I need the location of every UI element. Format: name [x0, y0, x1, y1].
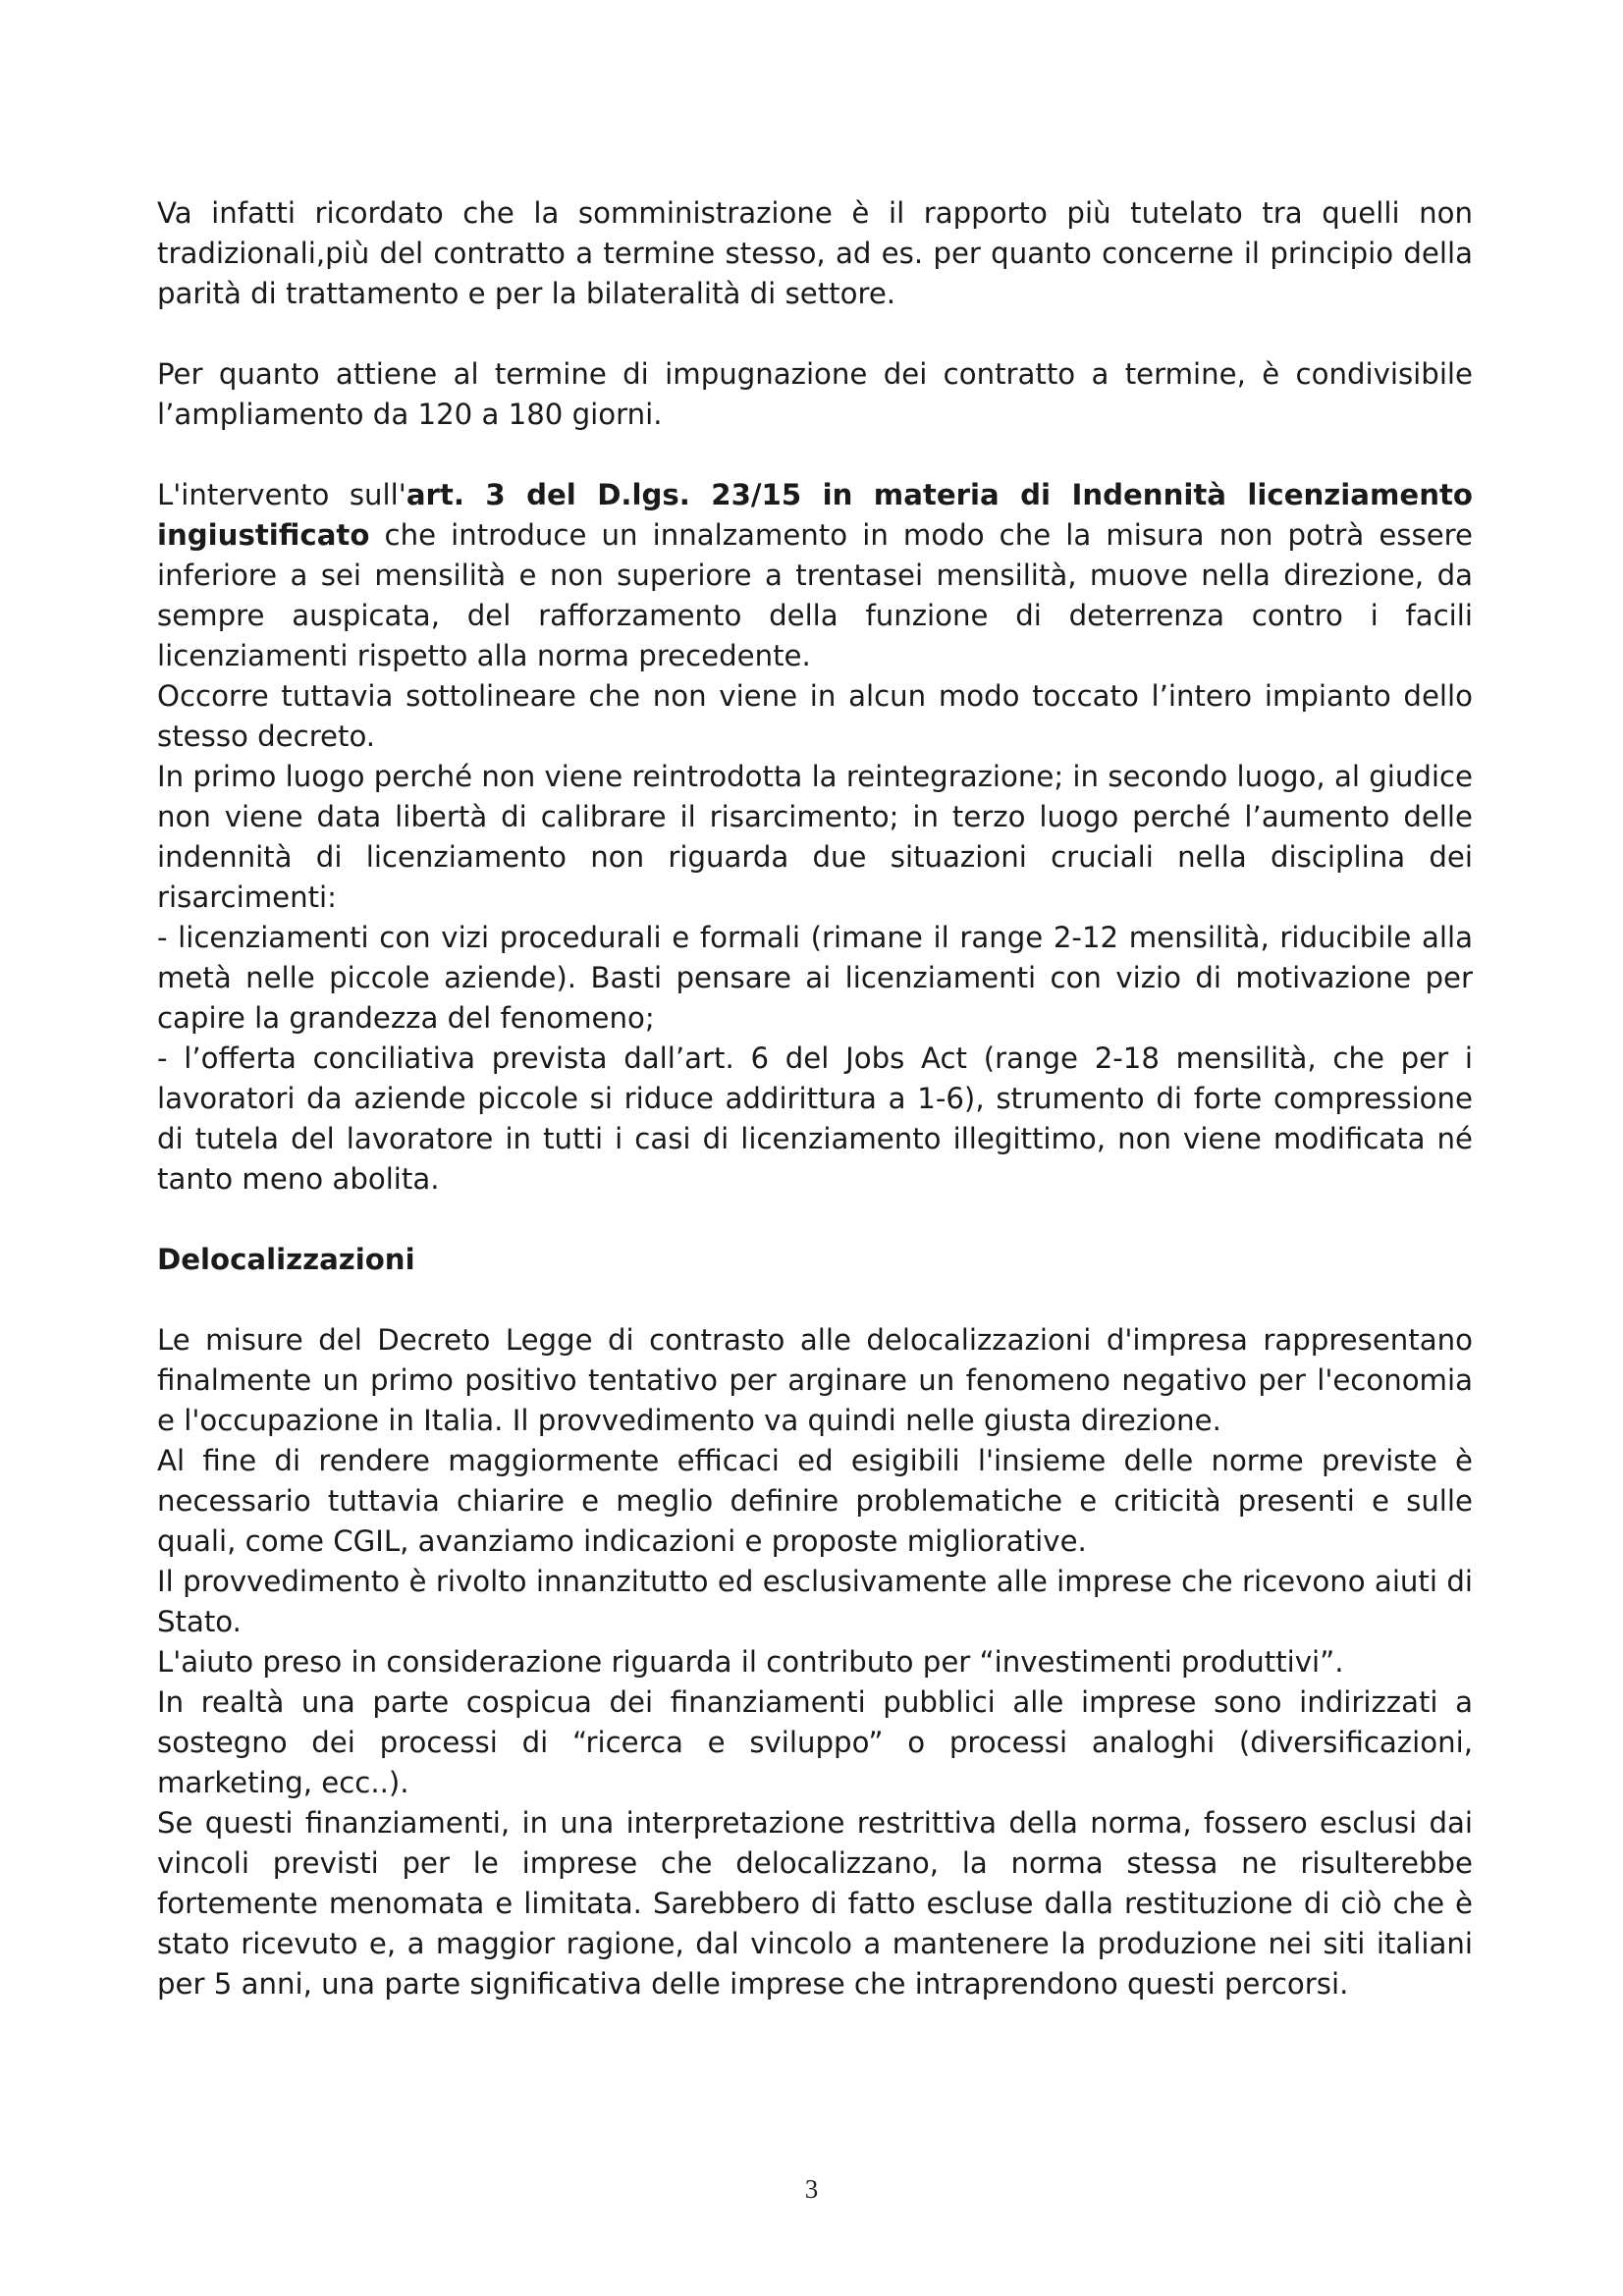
paragraph-ricerca-sviluppo: In realtà una parte cospicua dei finanziamenti pubblici alle imprese sono indirizzati a sostegno dei processi di “ricerca e sviluppo” o processi analoghi (diversificazioni, marketing, ecc..). [157, 1685, 1473, 1799]
paragraph-somministrazione: Va infatti ricordato che la somministrazione è il rapporto più tutelato tra quelli non tradizionali,più del contratto a termine stesso, ad es. per quanto concerne il principio della parità di trattamento e per la bilateralità di settore. [157, 196, 1473, 310]
page-number: 3 [804, 2174, 819, 2204]
paragraph-impianto-decreto: Occorre tuttavia sottolineare che non viene in alcun modo toccato l’intero impianto dello stesso decreto. [157, 679, 1473, 753]
list-item-vizi-procedurali: - licenziamenti con vizi procedurali e formali (rimane il range 2-12 mensilità, riducibile alla metà nelle piccole aziende). Basti pensare ai licenziamenti con vizio di motivazione per capire la grandezza del fenomeno; [157, 921, 1473, 1035]
paragraph-indennita-bold: art. 3 del D.lgs. 23/15 in materia di Indennità licenziamento ingiustificato [157, 478, 1473, 552]
paragraph-termine-impugnazione: Per quanto attiene al termine di impugnazione dei contratto a termine, è condivisibile l’ampliamento da 120 a 180 giorni. [157, 357, 1473, 431]
spacer [157, 1200, 1473, 1240]
spacer [157, 1280, 1473, 1320]
spacer [157, 314, 1473, 354]
section-heading-delocalizzazioni: Delocalizzazioni [157, 1243, 415, 1276]
document-page [157, 193, 1473, 2004]
paragraph-primo-luogo: In primo luogo perché non viene reintrodotta la reintegrazione; in secondo luogo, al giudice non viene data libertà di calibrare il risarcimento; in terzo luogo perché l’aumento delle indennità di licenziamento non riguarda due situazioni cruciali nella disciplina dei risarcimenti: [157, 760, 1474, 914]
paragraph-indennita-rest: che introduce un innalzamento in modo che la misura non potrà essere inferiore a sei mensilità e non superiore a trentasei mensilità, muove nella direzione, da sempre auspicata, del rafforzamento della funzione di deterrenza contro i facili licenziamenti rispetto alla norma precedente. [157, 518, 1473, 672]
paragraph-investimenti-produttivi: L'aiuto preso in considerazione riguarda il contributo per “investimenti produttivi”. [157, 1645, 1344, 1679]
paragraph-aiuti-stato: Il provvedimento è rivolto innanzitutto ed esclusivamente alle imprese che ricevono aiuti di Stato. [157, 1565, 1473, 1638]
paragraph-indennita-licenziamento [157, 475, 1473, 676]
paragraph-norme-previste: Al fine di rendere maggiormente efficaci ed esigibili l'insieme delle norme previste è necessario tuttavia chiarire e meglio definire problematiche e criticità presenti e sulle quali, come CGIL, avanziamo indicazioni e proposte migliorative. [157, 1444, 1473, 1558]
list-item-offerta-conciliativa: - l’offerta conciliativa prevista dall’art. 6 del Jobs Act (range 2-18 mensilità, che per i lavoratori da aziende piccole si riduce addirittura a 1-6), strumento di forte compressione di tutela del lavoratore in tutti i casi di licenziamento illegittimo, non viene modificata né tanto meno abolita. [157, 1041, 1473, 1196]
paragraph-misure-decreto: Le misure del Decreto Legge di contrasto alle delocalizzazioni d'impresa rappresentano finalmente un primo positivo tentativo per arginare un fenomeno negativo per l'economia e l'occupazione in Italia. Il provvedimento va quindi nelle giusta direzione. [157, 1323, 1473, 1437]
spacer [157, 435, 1473, 475]
paragraph-interpretazione-restrittiva: Se questi finanziamenti, in una interpretazione restrittiva della norma, fossero esclusi dai vincoli previsti per le imprese che delocalizzano, la norma stessa ne risulterebbe fortemente menomata e limitata. Sarebbero di fatto escluse dalla restituzione di ciò che è stato ricevuto e, a maggior ragione, dal vincolo a mantenere la produzione nei siti italiani per 5 anni, una parte significativa delle imprese che intraprendono questi percorsi. [157, 1806, 1473, 2001]
paragraph-indennita-intro: L'intervento sull' [157, 478, 406, 511]
